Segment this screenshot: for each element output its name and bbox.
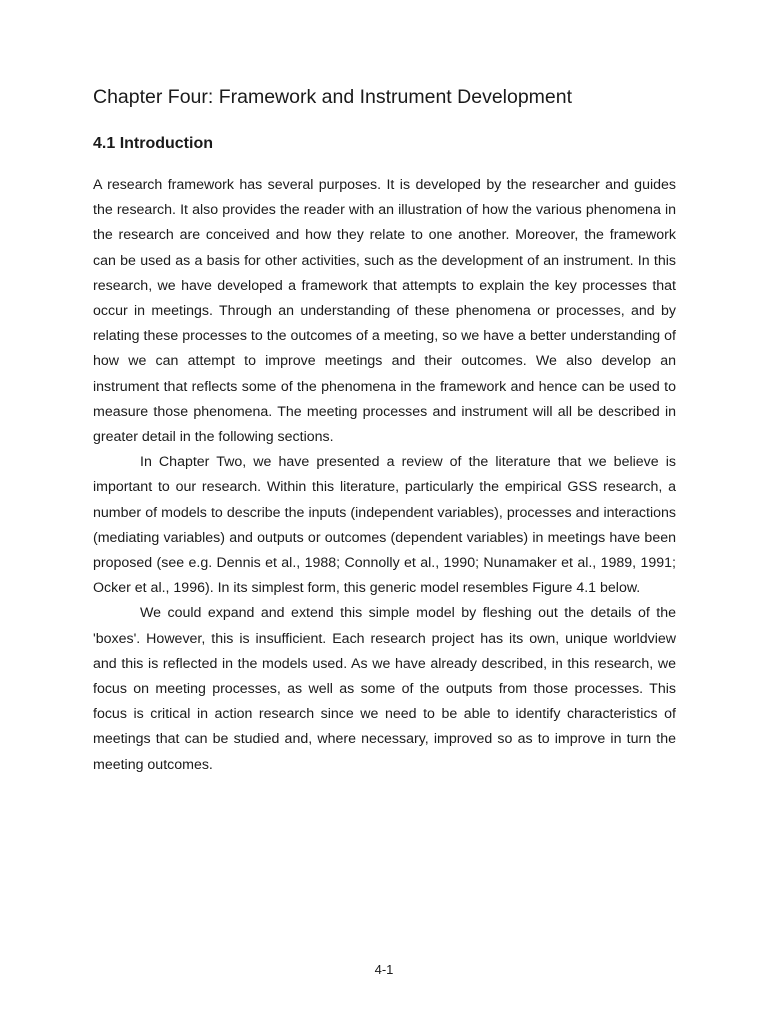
body-text — [93, 173, 676, 778]
section-heading: 4.1 Introduction — [93, 135, 213, 152]
paragraph-3: We could expand and extend this simple model by fleshing out the details of the 'boxes'. However, this is insufficient. Each research project has its own, unique worldview and this is reflected in the models used. As we have already described, in this research, we focus on meeting processes, as well as some of the outputs from those processes. This focus is critical in action research since we need to be able to identify characteristics of meetings that can be studied and, where necessary, improved so as to improve in turn the meeting outcomes. — [93, 605, 676, 773]
page-number: 4-1 — [374, 962, 394, 977]
paragraph-1: A research framework has several purposes. It is developed by the researcher and guides the research. It also provides the reader with an illustration of how the various phenomena in the research are conceived and how they relate to one another. Moreover, the framework can be used as a basis for other activities, such as the development of an instrument. In this research, we have developed a framework that attempts to explain the key processes that occur in meetings. Through an understanding of these phenomena or processes, and by relating these processes to the outcomes of a meeting, so we have a better understanding of how we can attempt to improve meetings and their outcomes. We also develop an instrument that reflects some of the phenomena in the framework and hence can be used to measure those phenomena. The meeting processes and instrument will all be described in greater detail in the following sections. — [93, 177, 676, 446]
paragraph-2: In Chapter Two, we have presented a review of the literature that we believe is important to our research. Within this literature, particularly the empirical GSS research, a number of models to describe the inputs (independent variables), processes and interactions (mediating variables) and outputs or outcomes (dependent variables) in meetings have been proposed (see e.g. Dennis et al., 1988; Connolly et al., 1990; Nunamaker et al., 1989, 1991; Ocker et al., 1996). In its simplest form, this generic model resembles Figure 4.1 below. — [93, 454, 676, 597]
chapter-title: Chapter Four: Framework and Instrument Development — [93, 86, 573, 108]
